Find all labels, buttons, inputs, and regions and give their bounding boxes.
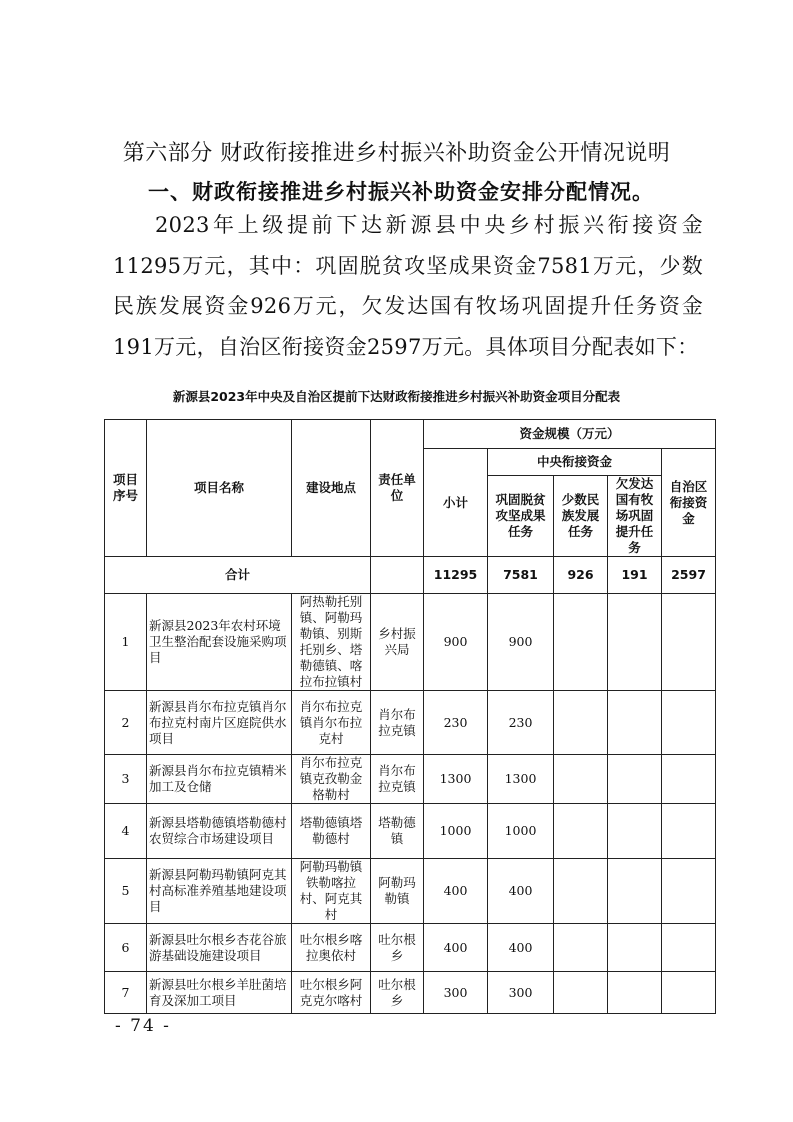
total-minority: 926 [554,557,608,594]
row-name: 新源县塔勒德镇塔勒德村农贸综合市场建设项目 [147,804,292,859]
row-region [662,804,716,859]
row-location: 吐尔根乡阿克克尔喀村 [292,972,371,1014]
row-region [662,594,716,691]
row-consolidate: 1300 [488,755,554,804]
row-minority [554,594,608,691]
row-minority [554,859,608,924]
row-location: 阿热勒托别镇、阿勒玛勒镇、别斯托别乡、塔勒德镇、喀拉布拉镇村 [292,594,371,691]
row-location: 塔勒德镇塔勒德村 [292,804,371,859]
row-unit: 塔勒德镇 [371,804,424,859]
total-empty [371,557,424,594]
row-consolidate: 230 [488,691,554,755]
total-subtotal: 11295 [424,557,488,594]
row-region [662,691,716,755]
table-row [105,594,716,691]
row-location: 吐尔根乡喀拉奥依村 [292,924,371,972]
page-title: 第六部分 财政衔接推进乡村振兴补助资金公开情况说明 [122,141,671,166]
header-location: 建设地点 [292,420,371,557]
row-minority [554,755,608,804]
row-minority [554,804,608,859]
row-seq: 6 [105,924,147,972]
row-seq: 2 [105,691,147,755]
row-ranch [608,859,662,924]
row-seq: 5 [105,859,147,924]
header-ranch: 欠发达国有牧场巩固提升任务 [608,476,662,557]
row-unit: 阿勒玛勒镇 [371,859,424,924]
header-subtotal: 小计 [424,449,488,557]
row-unit: 肖尔布拉克镇 [371,755,424,804]
row-subtotal: 400 [424,924,488,972]
row-seq: 1 [105,594,147,691]
total-row [105,557,716,594]
page-number: - 74 - [115,1016,171,1036]
row-consolidate: 400 [488,859,554,924]
row-subtotal: 1000 [424,804,488,859]
row-seq: 3 [105,755,147,804]
row-minority [554,691,608,755]
header-consolidate: 巩固脱贫攻坚成果任务 [488,476,554,557]
row-consolidate: 1000 [488,804,554,859]
row-subtotal: 900 [424,594,488,691]
total-region: 2597 [662,557,716,594]
row-location: 阿勒玛勒镇铁勒喀拉村、阿克其村 [292,859,371,924]
row-name: 新源县阿勒玛勒镇阿克其村高标准养殖基地建设项目 [147,859,292,924]
row-ranch [608,755,662,804]
header-central: 中央衔接资金 [488,449,662,476]
row-subtotal: 230 [424,691,488,755]
row-region [662,924,716,972]
header-region: 自治区衔接资金 [662,449,716,557]
total-consolidate: 7581 [488,557,554,594]
header-seq: 项目序号 [105,420,147,557]
row-name: 新源县吐尔根乡杏花谷旅游基础设施建设项目 [147,924,292,972]
row-consolidate: 900 [488,594,554,691]
row-seq: 7 [105,972,147,1014]
total-ranch: 191 [608,557,662,594]
row-consolidate: 300 [488,972,554,1014]
row-name: 新源县肖尔布拉克镇精米加工及仓储 [147,755,292,804]
row-subtotal: 400 [424,859,488,924]
row-ranch [608,924,662,972]
table-row [105,691,716,755]
header-name: 项目名称 [147,420,292,557]
row-region [662,755,716,804]
row-name: 新源县吐尔根乡羊肚菌培育及深加工项目 [147,972,292,1014]
section-heading: 一、财政衔接推进乡村振兴补助资金安排分配情况。 [148,179,654,204]
row-ranch [608,691,662,755]
row-unit: 吐尔根乡 [371,972,424,1014]
table-row [105,972,716,1014]
table-caption: 新源县2023年中央及自治区提前下达财政衔接推进乡村振兴补助资金项目分配表 [172,389,621,404]
row-unit: 吐尔根乡 [371,924,424,972]
row-minority [554,972,608,1014]
row-location: 肖尔布拉克镇肖尔布拉克村 [292,691,371,755]
row-location: 肖尔布拉克镇克孜勒金格勒村 [292,755,371,804]
total-label: 合计 [105,557,371,594]
row-unit: 乡村振兴局 [371,594,424,691]
table-row [105,804,716,859]
row-consolidate: 400 [488,924,554,972]
row-name: 新源县2023年农村环境卫生整治配套设施采购项目 [147,594,292,691]
header-minority: 少数民族发展任务 [554,476,608,557]
row-ranch [608,804,662,859]
table-row [105,859,716,924]
row-name: 新源县肖尔布拉克镇肖尔布拉克村南片区庭院供水项目 [147,691,292,755]
row-unit: 肖尔布拉克镇 [371,691,424,755]
allocation-table [104,419,716,1014]
row-ranch [608,972,662,1014]
row-region [662,972,716,1014]
row-seq: 4 [105,804,147,859]
header-unit: 责任单位 [371,420,424,557]
row-region [662,859,716,924]
row-subtotal: 300 [424,972,488,1014]
row-minority [554,924,608,972]
table-row [105,755,716,804]
table-row [105,924,716,972]
row-ranch [608,594,662,691]
body-paragraph: 2023年上级提前下达新源县中央乡村振兴衔接资金11295万元，其中：巩固脱贫攻坚成果资金7581万元，少数民族发展资金926万元，欠发达国有牧场巩固提升任务资金191万元，自治区衔接资金2597万元。具体项目分配表如下： [113,213,703,359]
row-subtotal: 1300 [424,755,488,804]
header-funds: 资金规模（万元） [424,420,716,449]
